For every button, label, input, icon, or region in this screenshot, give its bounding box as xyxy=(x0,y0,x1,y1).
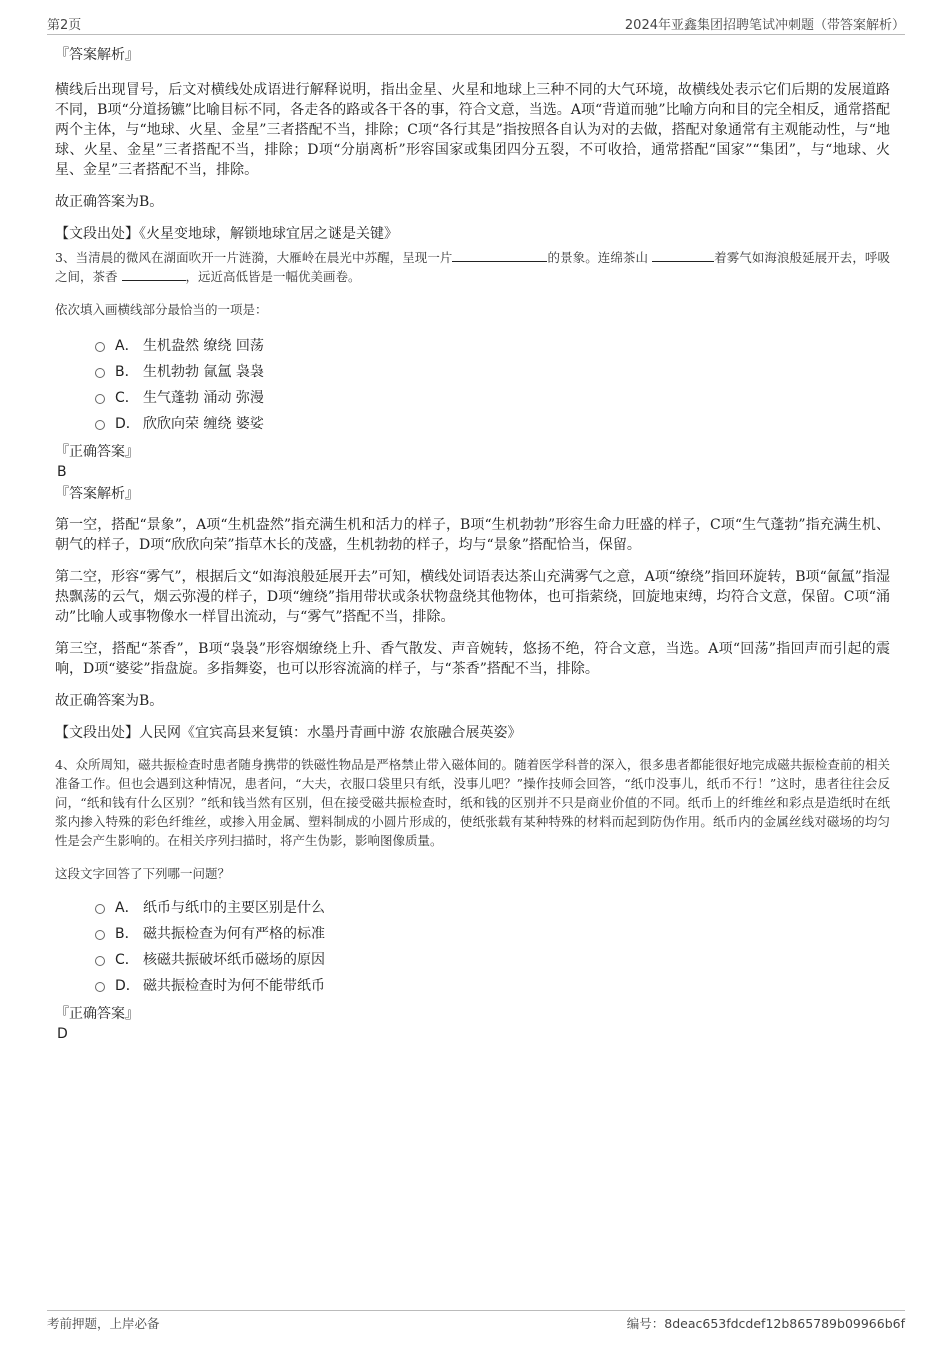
q3-stem: 3、当清晨的微风在湖面吹开一片涟漪，大雁岭在晨光中苏醒，呈现一片 的景象。连绵茶山 着雾气如海浪般延展开去，呼吸之间，茶香 ，远近高低皆是一幅优美画卷。 xyxy=(55,250,890,284)
q4-stem: 4、众所周知，磁共振检查时患者随身携带的铁磁性物品是严格禁止带入磁体间的。随着医学科普的深入，很多患者都能很好地完成磁共振检查前的相关准备工作。但也会遇到这种情况，患者问，“大夫，衣服口袋里只有纸，没事儿吧？”操作技师会回答，“纸巾没事儿，纸币不行！”这时，患者往往会反问，“纸和钱有什么区别？”纸和钱当然有区别，但在接受磁共振检查时，纸和钱的区别并不只是商业价值的不同。纸币上的纤维丝和彩点是造纸时在纸浆内掺入特殊的彩色纤维丝，或掺入用金属、塑料制成的小圆片形成的，使纸张载有某种特殊的材料而起到防伪作用。纸币内的金属丝线对磁场的均匀性是会产生影响的。在相关序列扫描时，将产生伪影，影响图像质量。 xyxy=(55,757,890,848)
q4-option-b[interactable]: B． 磁共振检查为何有严格的标准 xyxy=(95,921,890,947)
footer-code: 编号：8deac653fdcdef12b865789b09966b6f xyxy=(626,1316,905,1331)
footer-slogan: 考前押题，上岸必备 xyxy=(47,1316,160,1331)
radio-icon[interactable] xyxy=(95,982,105,992)
q3-correct-label: 『正确答案』 xyxy=(55,444,139,460)
q3-option-d[interactable]: D． 欣欣向荣 缠绕 婆娑 xyxy=(95,411,890,437)
page-header xyxy=(47,14,905,35)
q4-options xyxy=(95,895,890,999)
q3-source: 【文段出处】人民网《宜宾高县来复镇：水墨丹青画中游 农旅融合展英姿》 xyxy=(55,725,522,741)
q3-options xyxy=(95,333,890,437)
q2-analysis: 横线后出现冒号，后文对横线处成语进行解释说明，指出金星、火星和地球上三种不同的大气环境，故横线处表示它们后期的发展道路不同，B项“分道扬镳”比喻目标不同，各走各的路或各干各的事，符合文意，当选。A项“背道而驰”比喻方向和目的完全相反，通常搭配两个主体，与“地球、火星、金星”三者搭配不当，排除；C项“各行其是”指按照各自认为对的去做，搭配对象通常有主观能动性，与“地球、火星、金星”三者搭配不当，排除；D项“分崩离析”形容国家或集团四分五裂，不可收拾，通常搭配“国家”“集团”，与“地球、火星、金星”三者搭配不当，排除。 xyxy=(55,82,890,178)
radio-icon[interactable] xyxy=(95,930,105,940)
q3-correct-answer: B xyxy=(57,464,67,480)
q3-prompt: 依次填入画横线部分最恰当的一项是： xyxy=(55,302,268,317)
q4-correct-answer: D xyxy=(57,1026,68,1042)
q2-source: 【文段出处】《火星变地球，解锁地球宜居之谜是关键》 xyxy=(55,226,398,242)
q4-option-c[interactable]: C． 核磁共振破坏纸币磁场的原因 xyxy=(95,947,890,973)
q3-option-a[interactable]: A． 生机盎然 缭绕 回荡 xyxy=(95,333,890,359)
q3-option-c[interactable]: C． 生气蓬勃 涌动 弥漫 xyxy=(95,385,890,411)
document-title: 2024年亚鑫集团招聘笔试冲刺题（带答案解析） xyxy=(624,18,905,33)
q3-analysis-2: 第二空，形容“雾气”，根据后文“如海浪般延展开去”可知，横线处词语表达茶山充满雾气之意，A项“缭绕”指回环旋转，B项“氤氲”指湿热飘荡的云气，烟云弥漫的样子，D项“缠绕”指用带状或条状物盘绕其他物体，也可指萦绕，回旋地束缚，均符合文意，保留。C项“涌动”比喻人或事物像水一样冒出流动，与“雾气”搭配不当，排除。 xyxy=(55,569,890,625)
q2-analysis-label: 『答案解析』 xyxy=(55,47,139,63)
page-number: 第2页 xyxy=(47,18,82,33)
radio-icon[interactable] xyxy=(95,956,105,966)
q4-prompt: 这段文字回答了下列哪一问题？ xyxy=(55,866,231,881)
q4-option-d[interactable]: D． 磁共振检查时为何不能带纸币 xyxy=(95,973,890,999)
radio-icon[interactable] xyxy=(95,368,105,378)
q3-option-b[interactable]: B． 生机勃勃 氤氲 袅袅 xyxy=(95,359,890,385)
radio-icon[interactable] xyxy=(95,394,105,404)
radio-icon[interactable] xyxy=(95,342,105,352)
q3-analysis-1: 第一空，搭配“景象”，A项“生机盎然”指充满生机和活力的样子，B项“生机勃勃”形容生命力旺盛的样子，C项“生气蓬勃”指充满生机、朝气的样子，D项“欣欣向荣”指草木长的茂盛，生机勃勃的样子，均与“景象”搭配恰当，保留。 xyxy=(55,517,890,553)
q4-option-a[interactable]: A． 纸币与纸巾的主要区别是什么 xyxy=(95,895,890,921)
document-body xyxy=(55,44,890,1043)
q2-conclusion: 故正确答案为B。 xyxy=(55,194,164,210)
radio-icon[interactable] xyxy=(95,420,105,430)
q3-analysis-label: 『答案解析』 xyxy=(55,486,139,502)
q3-conclusion: 故正确答案为B。 xyxy=(55,693,164,709)
radio-icon[interactable] xyxy=(95,904,105,914)
page-footer xyxy=(47,1310,905,1334)
q4-correct-label: 『正确答案』 xyxy=(55,1006,139,1022)
q3-analysis-3: 第三空，搭配“茶香”，B项“袅袅”形容烟缭绕上升、香气散发、声音婉转，悠扬不绝，符合文意，当选。A项“回荡”指回声而引起的震响，D项“婆娑”指盘旋。多指舞姿，也可以形容流滴的样子，与“茶香”搭配不当，排除。 xyxy=(55,641,890,677)
